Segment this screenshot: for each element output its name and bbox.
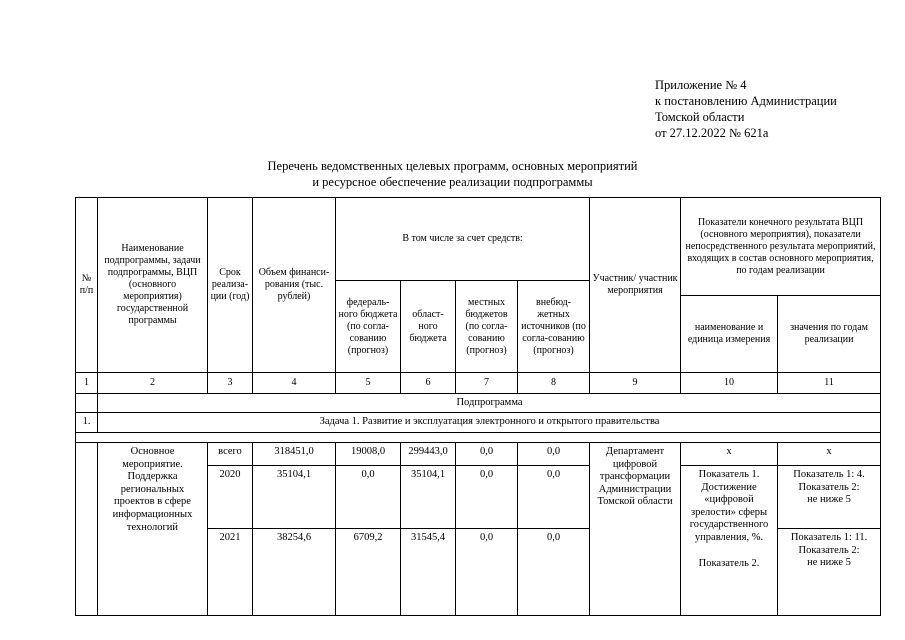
header-regional-budget: област-ного бюджета [401,281,456,373]
value-line: Показатель 2: [798,481,860,493]
local-cell: 0,0 [456,466,518,529]
column-number-row [76,373,881,394]
extra-cell: 0,0 [518,466,590,529]
document-title [0,158,905,190]
federal-cell: 0,0 [336,466,401,529]
column-number: 8 [518,373,590,394]
column-number: 6 [401,373,456,394]
title-line-1: Перечень ведомственных целевых программ, основных мероприятий [267,159,638,173]
column-number: 7 [456,373,518,394]
total-cell: 38254,6 [253,529,336,616]
header-participant: Участник/ участник мероприятия [590,198,681,373]
header-num: № п/п [76,198,98,373]
column-number: 4 [253,373,336,394]
appendix-line-4: от 27.12.2022 № 621а [655,126,769,140]
total-cell: 35104,1 [253,466,336,529]
header-local-budgets: местных бюджетов (по согла-сованию (прогноз) [456,281,518,373]
spacer-cell [76,433,881,443]
regional-cell: 31545,4 [401,529,456,616]
values-2021-cell [778,529,881,616]
empty-num-cell [76,443,98,616]
column-number: 11 [778,373,881,394]
empty-num-cell [76,394,98,413]
extra-cell: 0,0 [518,529,590,616]
header-extrabudget-sources: внебюд-жетных источников (по согла-сованию (прогноз) [518,281,590,373]
appendix-line-2: к постановлению Администрации [655,94,837,108]
federal-cell: 6709,2 [336,529,401,616]
period-cell: всего [208,443,253,466]
extra-cell: 0,0 [518,443,590,466]
column-number: 1 [76,373,98,394]
column-number: 5 [336,373,401,394]
total-cell: 318451,0 [253,443,336,466]
appendix-block [655,77,837,141]
header-indicators-group: Показатели конечного результата ВЦП (основного мероприятия), показатели непосредственного результата мероприятий, входящих в состав основного мероприятия, по годам реализации [681,198,881,296]
header-name: Наименование подпрограммы, задачи подпрограммы, ВЦП (основного мероприятия) государственной программы [98,198,208,373]
header-funds-group: В том числе за счет средств: [336,198,590,281]
header-indicator-name: наименование и единица измерения [681,296,778,373]
values-2020-cell [778,466,881,529]
federal-cell: 19008,0 [336,443,401,466]
value-line: Показатель 2: [798,544,860,556]
column-number: 2 [98,373,208,394]
value-line: не ниже 5 [807,557,851,569]
regional-cell: 299443,0 [401,443,456,466]
participant-cell: Департамент цифровой трансформации Администрации Томской области [590,443,681,616]
period-cell: 2020 [208,466,253,529]
indicator-x-cell: х [681,443,778,466]
indicator-line-2: Показатель 2. [698,557,760,569]
value-line: Показатель 1: 11. [790,532,868,543]
local-cell: 0,0 [456,529,518,616]
value-line: не ниже 5 [807,494,851,506]
indicator-line-1: Показатель 1. Достижение «цифровой зрелости» сферы государственного управления, %. [689,469,769,543]
appendix-line-3: Томской области [655,110,745,124]
indicator-name-cell [681,466,778,616]
title-line-2: и ресурсное обеспечение реализации подпрограммы [312,175,593,189]
column-number: 9 [590,373,681,394]
value-line: Показатель 1: 4. [793,469,865,480]
column-number: 3 [208,373,253,394]
header-volume: Объем финанси-рования (тыс. рублей) [253,198,336,373]
local-cell: 0,0 [456,443,518,466]
subprogram-label: Подпрограмма [98,394,881,413]
regional-cell: 35104,1 [401,466,456,529]
subprogram-row [76,394,881,413]
table-row-total [76,443,881,466]
column-number: 10 [681,373,778,394]
task-number: 1. [76,413,98,433]
task-label: Задача 1. Развитие и эксплуатация электронного и открытого правительства [98,413,881,433]
header-federal-budget: федераль-ного бюджета (по согла-сованию (прогноз) [336,281,401,373]
main-event-cell: Основное мероприятие. Поддержка региональных проектов в сфере информационных технологий [98,443,208,616]
value-x-cell: х [778,443,881,466]
appendix-line-1: Приложение № 4 [655,78,747,92]
task-row [76,413,881,433]
header-term: Срок реализа-ции (год) [208,198,253,373]
header-indicator-values: значения по годам реализации [778,296,881,373]
programs-table [75,197,881,616]
spacer-row [76,433,881,443]
period-cell: 2021 [208,529,253,616]
